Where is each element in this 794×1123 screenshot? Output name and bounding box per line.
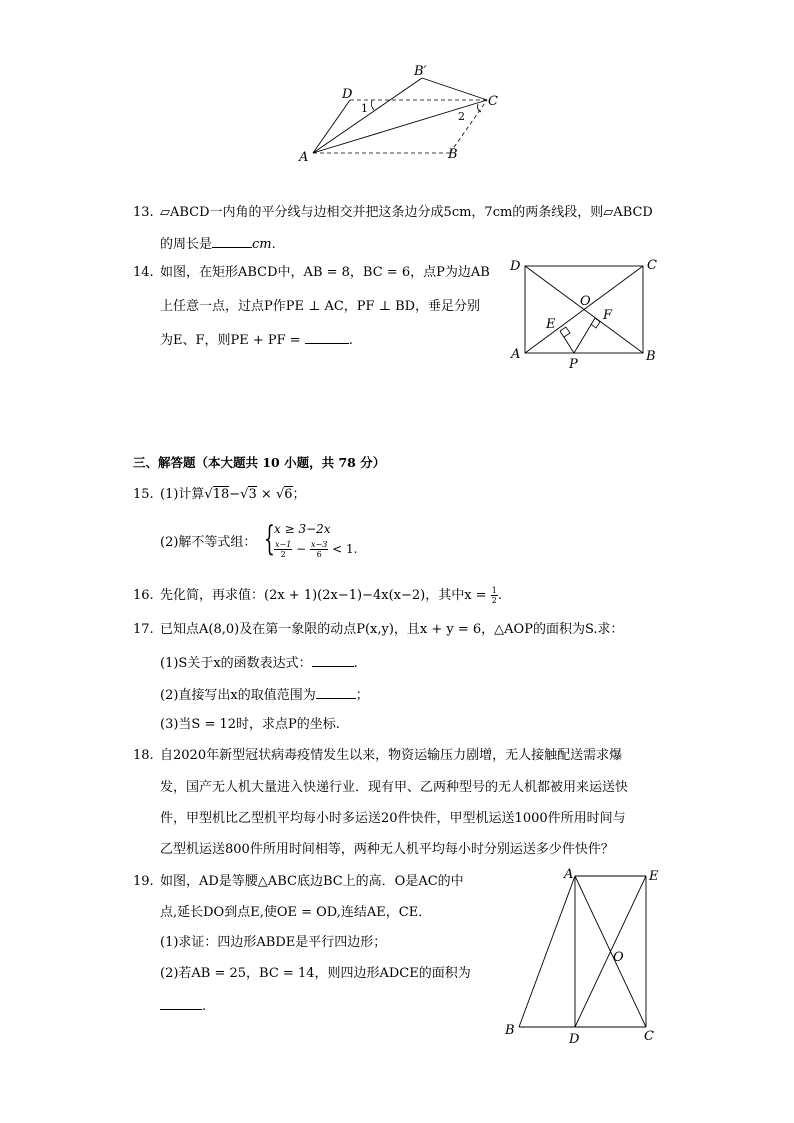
q16-number: 16.	[133, 588, 154, 603]
q19-line1: 如图，AD是等腰△ABC底边BC上的高．O是AC的中	[160, 874, 464, 889]
q15-system-line1: x ≥ 3−2x	[274, 522, 331, 536]
q16-end: .	[497, 588, 502, 603]
radical-sign: √	[240, 487, 249, 502]
label-B: B	[646, 349, 656, 364]
q17-answer-blank-1	[312, 652, 354, 667]
label-O: O	[580, 294, 591, 309]
q16-expression: 先化简，再求值：(2x + 1)(2x−1)−4x(x−2)，其中x =	[160, 588, 487, 603]
q18-line3: 件，甲型机比乙型机平均每小时多运送20件快件，甲型机运送1000件所用时间与	[160, 811, 626, 826]
q15-part1-end: ；	[292, 487, 306, 502]
q15-radicand-2: 3	[248, 487, 257, 502]
right-angle-mark-E	[560, 327, 570, 337]
q15-number: 15.	[133, 487, 154, 502]
q15-system-line2	[274, 539, 357, 559]
segment-PF	[574, 318, 595, 353]
figure-rectangle-abcd	[505, 255, 665, 375]
label-E: E	[546, 317, 556, 332]
q19-line5-post: .	[202, 999, 207, 1014]
q14-answer-blank	[305, 329, 349, 344]
label-F: F	[603, 308, 613, 323]
q17-line3	[160, 684, 369, 706]
figure-fold-parallelogram	[290, 60, 510, 165]
q19-answer-blank	[160, 995, 202, 1010]
q14-line3-pre: 为E、F，则PE + PF =	[160, 333, 301, 348]
label-D: D	[342, 87, 353, 102]
q13-number: 13.	[133, 205, 154, 220]
label-P: P	[569, 357, 578, 372]
denominator: 2	[280, 550, 286, 559]
q17-line3-pre: (2)直接写出x的取值范围为	[160, 688, 316, 703]
denominator: 2	[491, 596, 497, 605]
q15-part1-pre: (1)计算	[160, 487, 205, 502]
q15-part1	[160, 485, 306, 505]
q14-line2: 上任意一点，过点P作PE ⊥ AC，PF ⊥ BD，垂足分别	[160, 299, 481, 314]
label-B: B	[448, 147, 458, 162]
angle-2-arc	[477, 104, 481, 112]
segment-BprimeC	[422, 78, 487, 100]
q17-line2-pre: (1)S关于x的函数表达式：	[160, 656, 312, 671]
brace-icon: {	[264, 519, 275, 559]
q19-number: 19.	[133, 874, 154, 889]
minus: −	[292, 542, 310, 556]
denominator: 6	[316, 550, 322, 559]
label-C: C	[644, 1029, 654, 1044]
label-O: O	[613, 950, 624, 965]
q14-line3-post: .	[348, 333, 353, 348]
q17-line2	[160, 652, 358, 674]
q14-line1: 如图，在矩形ABCD中，AB = 8，BC = 6，点P为边AB	[160, 265, 490, 280]
q18-line2: 发，国产无人机大量进入快递行业．现有甲、乙两种型号的无人机都被用来运送快	[160, 780, 629, 795]
q17-line3-post: ；	[355, 688, 369, 703]
numerator: x−3	[311, 540, 328, 549]
label-A: A	[564, 867, 574, 882]
fraction	[310, 540, 328, 559]
q18-number: 18.	[133, 748, 154, 763]
q14-number: 14.	[133, 265, 154, 280]
figure-isosceles-triangle	[500, 862, 670, 1052]
q18-line1: 自2020年新型冠状病毒疫情发生以来，物资运输压力剧增，无人接触配送需求爆	[160, 748, 623, 763]
q19-line3: (1)求证：四边形ABDE是平行四边形；	[160, 935, 387, 950]
period: .	[353, 542, 358, 556]
segment-ABprime	[313, 78, 422, 153]
fraction	[274, 540, 292, 559]
numerator: x−1	[275, 540, 292, 549]
q16-text	[160, 586, 502, 606]
less-than-one: < 1	[328, 542, 354, 556]
q13-line1: ▱ABCD一内角的平分线与边相交并把这条边分成5cm，7cm的两条线段，则▱ABCD	[160, 205, 653, 220]
label-C: C	[488, 94, 498, 109]
angle-1-arc	[371, 100, 374, 110]
q19-line2: 点,延长DO到点E,使OE = OD,连结AE，CE．	[160, 905, 432, 920]
radical-sign: √	[275, 487, 285, 502]
segment-AC	[313, 100, 487, 153]
segment-BC-dashed	[450, 100, 487, 153]
label-Bprime: B′	[414, 64, 427, 79]
label-D: D	[510, 259, 521, 274]
q15-radicand-3: 6	[284, 487, 293, 502]
q13-answer-blank	[212, 233, 252, 248]
label-A: A	[299, 150, 309, 165]
q17-line4: (3)当S = 12时，求点P的坐标.	[160, 717, 340, 732]
q17-number: 17.	[133, 622, 154, 637]
q15-times: ×	[260, 487, 272, 502]
label-angle-2: 2	[458, 110, 465, 123]
numerator: 1	[491, 586, 497, 595]
label-D: D	[569, 1032, 580, 1047]
label-E: E	[649, 869, 659, 884]
q15-part2-pre: (2)解不等式组：	[160, 535, 257, 550]
q19-line4: (2)若AB = 25，BC = 14，则四边形ADCE的面积为	[160, 966, 471, 981]
fraction	[491, 586, 498, 605]
label-A: A	[511, 347, 521, 362]
section-heading: 三、解答题（本大题共 10 小题，共 78 分）	[133, 455, 386, 470]
segment-AB	[519, 876, 575, 1027]
radical-sign: √	[204, 487, 213, 502]
q15-minus: −	[229, 487, 241, 502]
q17-line2-post: .	[353, 656, 358, 671]
segment-PE	[560, 331, 574, 353]
q15-radicand-1: 18	[212, 487, 230, 502]
q19-line5	[160, 995, 206, 1017]
q13-line2-post: cm.	[252, 237, 276, 252]
q17-answer-blank-2	[316, 684, 356, 699]
q17-line1: 已知点A(8,0)及在第一象限的动点P(x,y)，且x + y = 6，△AOP的面积为S.求：	[160, 622, 624, 637]
segment-AD	[313, 100, 350, 153]
q13-line2	[160, 233, 276, 255]
q14-line3	[160, 329, 353, 351]
label-B: B	[505, 1023, 515, 1038]
q13-line2-pre: 的周长是	[160, 237, 213, 252]
label-C: C	[647, 258, 657, 273]
label-angle-1: 1	[361, 102, 368, 115]
q18-line4: 乙型机运送800件所用时间相等，两种无人机平均每小时分别运送多少件快件？	[160, 842, 614, 857]
